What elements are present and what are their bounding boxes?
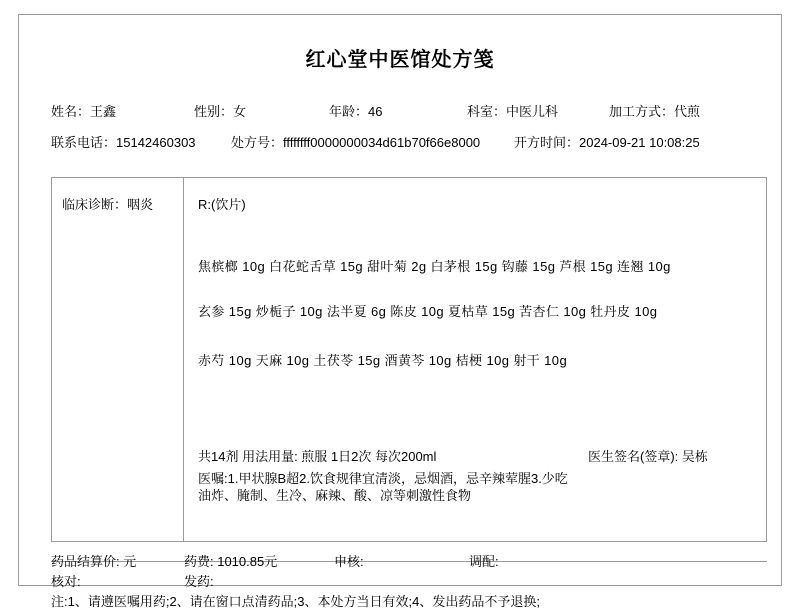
- footer-row-settlement: [19, 551, 781, 569]
- contact-info-row: [19, 132, 781, 150]
- review-field: 申核:: [334, 554, 364, 569]
- check-field: 核对:: [51, 574, 81, 589]
- open-time: 开方时间：2024-09-21 10:08:25: [514, 135, 700, 150]
- dispense-field: 调配:: [469, 554, 499, 569]
- dosage-instructions: 共14剂 用法用量: 煎服 1日2次 每次200ml: [198, 449, 437, 464]
- herb-line: 赤芍 10g 天麻 10g 土茯苓 15g 酒黄芩 10g 桔梗 10g 射干 10g: [198, 353, 568, 368]
- herb-line: 焦槟榔 10g 白花蛇舌草 15g 甜叶菊 2g 白茅根 15g 钩藤 15g 芦根 15g 连翘 10g: [198, 259, 671, 274]
- footer-row-check: [19, 571, 781, 589]
- settlement-price: 药品结算价: 元: [51, 554, 137, 569]
- diagnosis-cell: [52, 178, 184, 541]
- contact-phone: 联系电话：15142460303: [51, 135, 196, 150]
- rx-label: R:(饮片): [198, 197, 246, 212]
- medical-advice-line-1: 医嘱:1.甲状腺B超2.饮食规律宜清淡，忌烟酒，忌辛辣荤腥3.少吃: [198, 471, 568, 486]
- patient-info-row: [19, 101, 781, 119]
- footer-row-note: [19, 591, 781, 609]
- issue-field: 发药:: [184, 574, 214, 589]
- department: 科室：中医儿科: [467, 104, 559, 119]
- patient-name: 姓名：王鑫: [51, 104, 117, 119]
- herb-line: 玄参 15g 炒栀子 10g 法半夏 6g 陈皮 10g 夏枯草 15g 苦杏仁 10g 牡丹皮 10g: [198, 304, 658, 319]
- clinical-diagnosis: 临床诊断：咽炎: [62, 197, 154, 212]
- medicine-fee: 药费: 1010.85元: [184, 554, 278, 569]
- prescription-frame: [18, 14, 782, 609]
- footer-note: 注:1、请遵医嘱用药;2、请在窗口点清药品;3、本处方当日有效;4、发出药品不予退换;: [51, 594, 540, 609]
- prescription-content-cell: [184, 178, 766, 541]
- doctor-signature: 医生签名(签章): 吴栋: [588, 449, 708, 464]
- patient-gender: 性别：女: [194, 104, 247, 119]
- patient-age: 年龄：46: [329, 104, 383, 119]
- page-title: 红心堂中医馆处方笺: [305, 49, 495, 71]
- prescription-table: [51, 177, 767, 542]
- medical-advice-line-2: 油炸、腌制、生冷、麻辣、酸、凉等刺激性食物: [198, 488, 472, 503]
- prescription-number: 处方号：ffffffff0000000034d61b70f66e8000: [231, 135, 481, 150]
- processing-method: 加工方式：代煎: [609, 104, 701, 119]
